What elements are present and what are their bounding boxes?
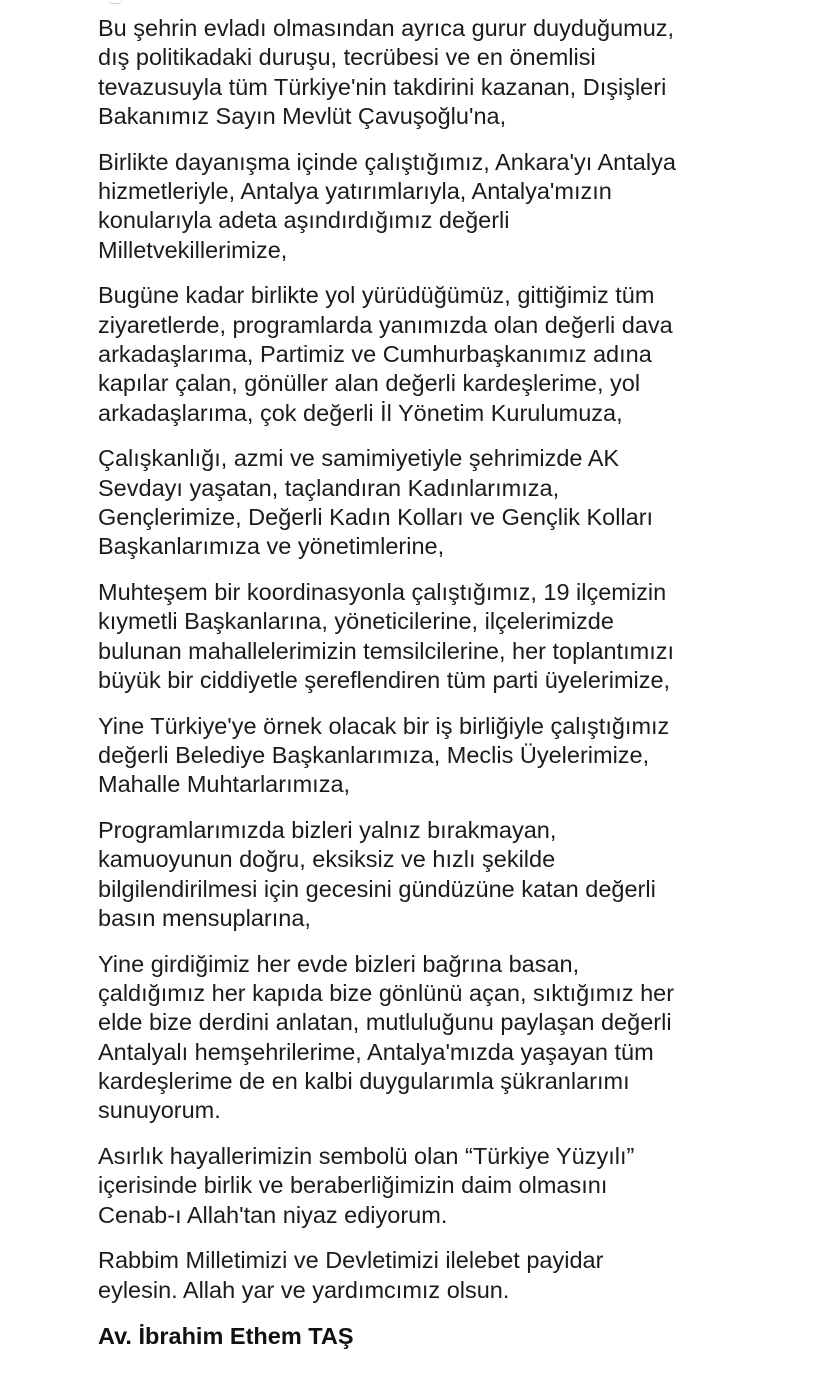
paragraph	[98, 148, 738, 265]
paragraph-line: Mahalle Muhtarlarımıza,	[98, 771, 351, 798]
paragraph	[98, 444, 738, 561]
paragraph-line: Bu şehrin evladı olmasından ayrıca gurur duyduğumuz,	[98, 15, 675, 41]
paragraph-line: elde bize derdini anlatan, mutluluğunu paylaşan değerli	[98, 1009, 672, 1036]
paragraph-line: dış politikadaki duruşu, tecrübesi ve en önemlisi	[98, 44, 596, 71]
paragraph	[98, 1246, 738, 1305]
paragraph-line: Başkanlarımıza ve yönetimlerine,	[98, 533, 445, 560]
paragraph	[98, 712, 738, 800]
paragraph-line: Birlikte dayanışma içinde çalıştığımız, Ankara'yı Antalya	[98, 148, 676, 175]
paragraph-line: Yine Türkiye'ye örnek olacak bir iş birliğiyle çalıştığımız	[98, 712, 670, 739]
paragraph-line: Programlarımızda bizleri yalnız bırakmayan,	[98, 817, 557, 844]
paragraph-line: basın mensuplarına,	[98, 905, 311, 932]
paragraph-line: Muhteşem bir koordinasyonla çalıştığımız, 19 ilçemizin	[98, 579, 667, 606]
paragraph	[98, 1142, 738, 1230]
letter-body	[98, 14, 738, 1351]
paragraph-line: Yine girdiğimiz her evde bizleri bağrına basan,	[98, 950, 580, 977]
paragraph-line: kardeşlerime de en kalbi duygularımla şükranlarımı	[98, 1068, 630, 1094]
paragraph-line: hizmetleriyle, Antalya yatırımlarıyla, Antalya'mızın	[98, 177, 612, 204]
paragraph-line: sunuyorum.	[98, 1097, 221, 1124]
paragraph	[98, 14, 738, 131]
paragraph-line: kıymetli Başkanlarına, yöneticilerine, ilçelerimizde	[98, 608, 614, 635]
paragraph	[98, 950, 738, 1126]
paragraph-line: çaldığımız her kapıda bize gönlünü açan, sıktığımız her	[98, 980, 675, 1007]
paragraph-line: Bakanımız Sayın Mevlüt Çavuşoğlu'na,	[98, 102, 507, 129]
paragraph-line: Bugüne kadar birlikte yol yürüdüğümüz, gittiğimiz tüm	[98, 282, 655, 309]
paragraph	[98, 578, 738, 695]
paragraph-line: Gençlerimize, Değerli Kadın Kolları ve Gençlik Kolları	[98, 503, 654, 530]
paragraph-line: arkadaşlarıma, çok değerli İl Yönetim Kurulumuza,	[98, 399, 623, 426]
paragraph-line: Asırlık hayallerimizin sembolü olan “Türkiye Yüzyılı”	[98, 1143, 635, 1170]
paragraph-line: Cenab-ı Allah'tan niyaz ediyorum.	[98, 1201, 448, 1228]
paragraph-line: değerli Belediye Başkanlarımıza, Meclis Üyelerimize,	[98, 742, 650, 769]
paragraph-line: büyük bir ciddiyetle şereflendiren tüm parti üyelerimize,	[98, 666, 671, 693]
paragraph	[98, 816, 738, 933]
paragraph-line: Sevdayı yaşatan, taçlandıran Kadınlarımıza,	[98, 474, 560, 501]
paragraph-line: Milletvekillerimize,	[98, 236, 288, 263]
paragraph-line: bilgilendirilmesi için gecesini gündüzüne katan değerli	[98, 875, 656, 902]
paragraph-line: Antalyalı hemşehrilerime, Antalya'mızda yaşayan tüm	[98, 1038, 654, 1065]
paragraph	[98, 281, 738, 427]
paragraph-line: kapılar çalan, gönüller alan değerli kardeşlerime, yol	[98, 370, 641, 397]
paragraph-line: Rabbim Milletimizi ve Devletimizi ilelebet payidar	[98, 1247, 604, 1274]
page-top-mark	[108, 0, 122, 4]
paragraph-line: tevazusuyla tüm Türkiye'nin takdirini kazanan, Dışişleri	[98, 73, 667, 100]
paragraph-line: Çalışkanlığı, azmi ve samimiyetiyle şehrimizde AK	[98, 445, 620, 472]
signature: Av. İbrahim Ethem TAŞ	[98, 1322, 354, 1349]
paragraph-line: içerisinde birlik ve beraberliğimizin daim olmasını	[98, 1172, 608, 1199]
paragraph-line: konularıyla adeta aşındırdığımız değerli	[98, 207, 510, 234]
paragraph-line: eylesin. Allah yar ve yardımcımız olsun.	[98, 1276, 510, 1303]
paragraph-line: ziyaretlerde, programlarda yanımızda olan değerli dava	[98, 311, 673, 338]
paragraph-line: arkadaşlarıma, Partimiz ve Cumhurbaşkanımız adına	[98, 340, 652, 367]
paragraph-line: bulunan mahallelerimizin temsilcilerine, her toplantımızı	[98, 637, 675, 664]
paragraph-line: kamuoyunun doğru, eksiksiz ve hızlı şekilde	[98, 846, 556, 873]
